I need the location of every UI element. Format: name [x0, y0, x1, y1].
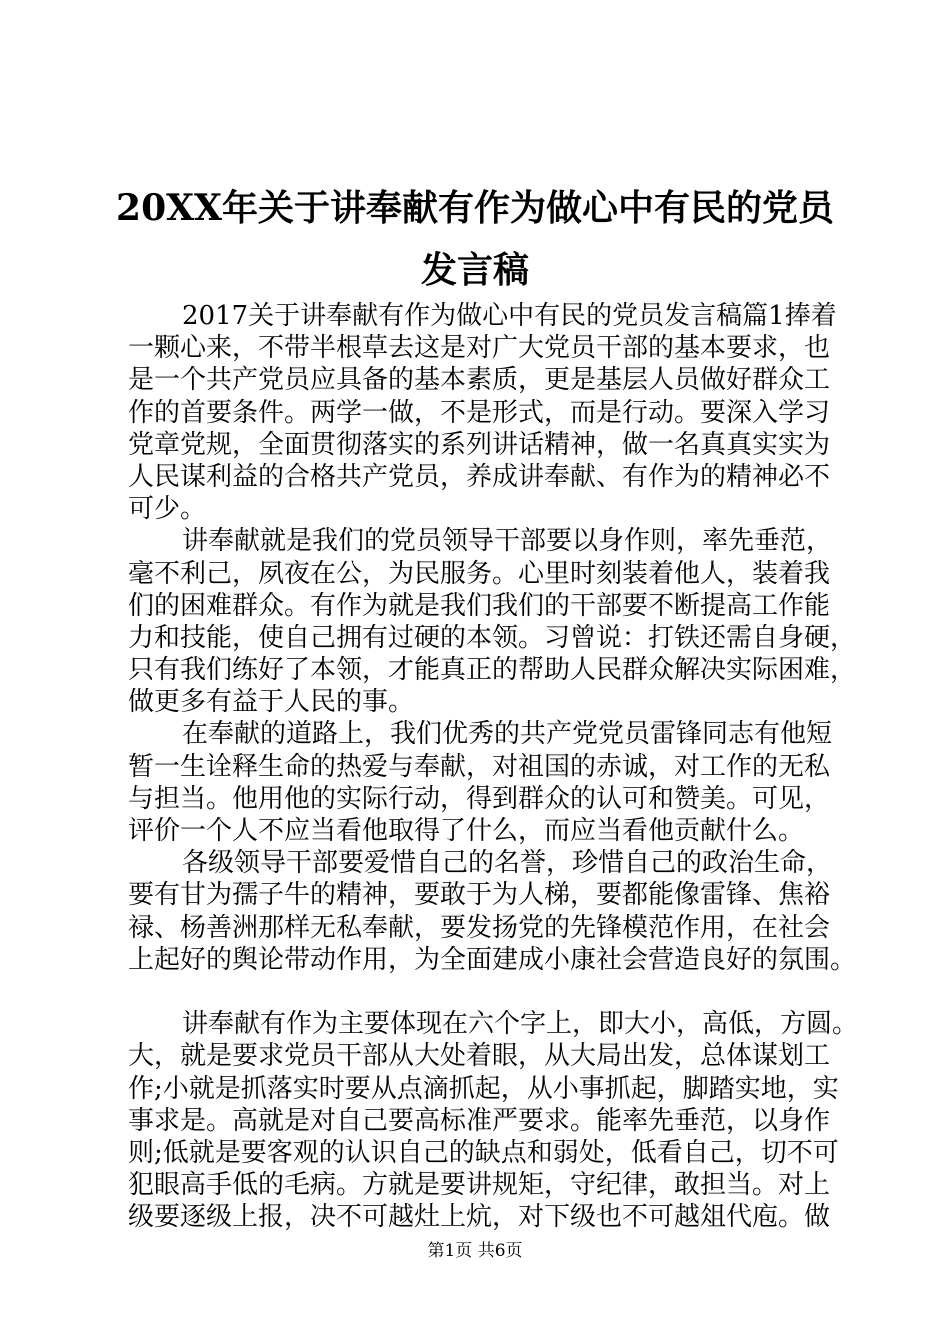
document-title-line-2: 发言稿: [420, 249, 529, 291]
body-text-line: 作;小就是抓落实时要从点滴抓起，从小事抓起，脚踏实地，实: [128, 1073, 839, 1104]
body-text-line: [128, 976, 854, 1008]
body-text-line: 暂一生诠释生命的热爱与奉献，对祖国的赤诚，对工作的无私: [128, 751, 831, 782]
page-footer: 第1页 共6页: [427, 1241, 523, 1261]
body-text-line: 讲奉献就是我们的党员领导干部要以身作则，率先垂范，: [182, 526, 833, 557]
body-text-line: 与担当。他用他的实际行动，得到群众的认可和赞美。可见，: [128, 783, 831, 814]
document-title-line-1: 20XX年关于讲奉献有作为做心中有民的党员: [116, 187, 834, 229]
body-text-line: 大，就是要求党员干部从大处着眼，从大局出发，总体谋划工: [128, 1041, 831, 1072]
body-text-line: 禄、杨善洲那样无私奉献，要发扬党的先锋模范作用，在社会: [128, 912, 831, 943]
body-text-line: 党章党规，全面贯彻落实的系列讲话精神，做一名真真实实为: [128, 429, 831, 460]
body-text-line: 犯眼高手低的毛病。方就是要讲规矩，守纪律，敢担当。对上: [128, 1170, 831, 1201]
document-body: [128, 300, 859, 1233]
body-text-line: 事求是。高就是对自己要高标准严要求。能率先垂范，以身作: [128, 1105, 831, 1136]
body-text-line: 级要逐级上报，决不可越灶上炕，对下级也不可越俎代庖。做: [128, 1202, 831, 1233]
body-text-line: 各级领导干部要爱惜自己的名誉，珍惜自己的政治生命，: [182, 848, 833, 879]
body-text-line: 2017关于讲奉献有作为做心中有民的党员发言稿篇1捧着: [182, 301, 837, 331]
body-text-line: 评价一个人不应当看他取得了什么，而应当看他贡献什么。: [128, 816, 805, 846]
body-text-line: 力和技能，使自己拥有过硬的本领。习曾说：打铁还需自身硬，: [128, 622, 857, 653]
body-text-line: 毫不利己，夙夜在公，为民服务。心里时刻装着他人，装着我: [128, 558, 831, 589]
body-text-line: 要有甘为孺子牛的精神，要敢于为人梯，要都能像雷锋、焦裕: [128, 880, 831, 911]
body-text-line: 则;低就是要客观的认识自己的缺点和弱处，低看自己，切不可: [128, 1137, 839, 1168]
body-text-line: 一颗心来，不带半根草去这是对广大党员干部的基本要求，也: [128, 333, 831, 364]
body-text-line: 是一个共产党员应具备的基本素质，更是基层人员做好群众工: [128, 365, 831, 396]
body-text-line: 可少。: [128, 494, 207, 525]
body-text-line: 讲奉献有作为主要体现在六个字上，即大小，高低，方圆。: [182, 1009, 859, 1040]
body-text-line: 上起好的舆论带动作用，为全面建成小康社会营造良好的氛围。: [128, 944, 857, 975]
body-text-line: 做更多有益于人民的事。: [128, 687, 415, 718]
body-text-line: 作的首要条件。两学一做，不是形式，而是行动。要深入学习: [128, 397, 831, 428]
body-text-line: 在奉献的道路上，我们优秀的共产党党员雷锋同志有他短: [182, 719, 833, 750]
body-text-line: 们的困难群众。有作为就是我们我们的干部要不断提高工作能: [128, 590, 831, 621]
body-text-line: 只有我们练好了本领，才能真正的帮助人民群众解决实际困难，: [128, 655, 857, 686]
body-text-line: 人民谋利益的合格共产党员，养成讲奉献、有作为的精神必不: [128, 461, 831, 492]
